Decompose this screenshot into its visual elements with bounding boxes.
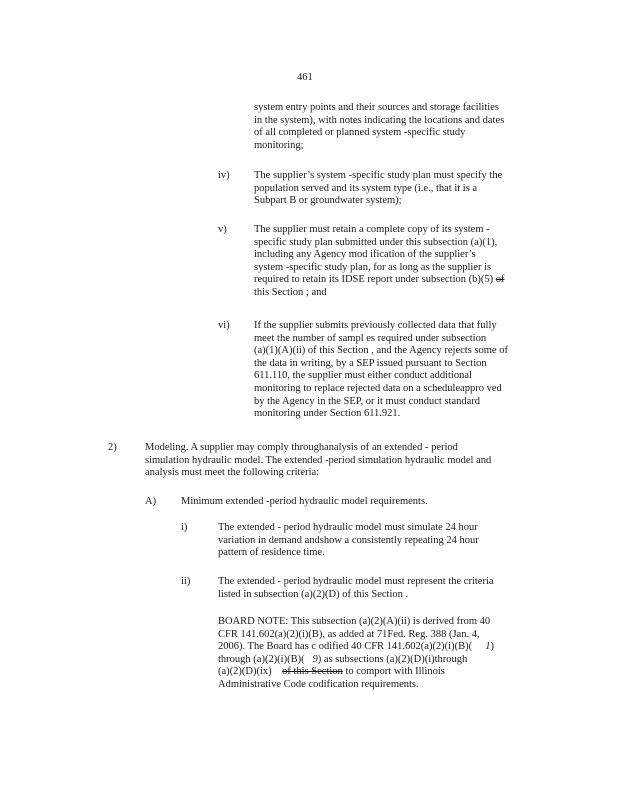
text-line: The supplier must retain a complete copy of its system - [254, 224, 490, 235]
text-line: 611.110, the supplier must either conduct additional [254, 370, 472, 382]
text-fragment: ) as subsections (a)(2)(D)(i)through [317, 653, 468, 665]
item-marker-ii: ii) [181, 576, 191, 587]
text-line [218, 654, 542, 667]
item-ii-paragraph [218, 576, 542, 601]
item-marker-2: 2) [108, 442, 117, 453]
continuation-paragraph [254, 102, 542, 152]
item-iv-paragraph [254, 170, 542, 208]
text-fragment: through (a)(2)(i)(B)( [218, 653, 305, 665]
item-marker-i: i) [181, 522, 188, 533]
text-line: Administrative Code codification requirements. [218, 678, 419, 690]
text-fragment: to comport with Illinois [345, 666, 445, 678]
text-fragment: (a)(2)(D)(ix) [218, 666, 272, 678]
text-line: monitoring under Section 611.921. [254, 408, 401, 420]
item-2-paragraph [145, 442, 543, 480]
page-number: 461 [297, 72, 313, 83]
text-line: of all completed or planned system -specific study [254, 127, 466, 139]
text-line [254, 274, 542, 287]
text-line: in the system), with notes indicating the locations and dates [254, 114, 505, 126]
text-line: including any Agency mod ification of the supplier’s [254, 249, 476, 261]
item-marker-vi: vi) [218, 320, 230, 331]
text-line: simulation hydraulic model. The extended -period simulation hydraulic model and [145, 454, 492, 466]
text-line: (a)(1)(A)(ii) of this Section , and the Agency rejects some of [254, 345, 508, 357]
text-line: meet the number of sampl es required under subsection [254, 332, 487, 344]
text-line: system -specific study plan, for as long as the supplier is [254, 261, 492, 273]
item-marker-v: v) [218, 224, 227, 235]
board-note [218, 616, 542, 692]
text-line: variation in demand andshow a consistently repeating 24 hour [218, 534, 479, 546]
text-line: specific study plan submitted under this subsection (a)(1), [254, 236, 498, 248]
item-marker-A: A) [145, 496, 157, 507]
text-line: the data in writing, by a SEP issued pursuant to Section [254, 357, 487, 369]
text-line: this Section ; and [254, 286, 327, 298]
italic-text: 9 [312, 653, 318, 665]
italic-text: 1 [485, 641, 491, 653]
struck-text: of [495, 274, 505, 286]
text-line: If the supplier submits previously collected data that fully [254, 320, 497, 331]
text-line: The extended - period hydraulic model must represent the criteria [218, 576, 494, 587]
text-line [218, 641, 542, 654]
text-line: system entry points and their sources and storage facilities [254, 102, 499, 113]
text-line [218, 666, 542, 679]
text-line: The extended - period hydraulic model must simulate 24 hour [218, 522, 478, 533]
text-line: The supplier’s system -specific study plan must specify the [254, 170, 503, 181]
text-line: monitoring to replace rejected data on a scheduleappro ved [254, 382, 502, 394]
text-line: pattern of residence time. [218, 547, 325, 559]
text-line: analysis must meet the following criteria: [145, 467, 320, 479]
item-vi-paragraph [254, 320, 542, 421]
text-line: CFR 141.602(a)(2)(i)(B), as added at 71Fed. Reg. 388 (Jan. 4, [218, 628, 480, 640]
item-i-paragraph [218, 522, 542, 560]
text-line: Modeling. A supplier may comply throughanalysis of an extended - period [145, 442, 458, 453]
text-line: population served and its system type (i.e., that it is a [254, 182, 478, 194]
struck-text: of this Section [282, 666, 343, 678]
text-fragment: 2006). The Board has c odified 40 CFR 141.602(a)(2)(i)(B)( [218, 641, 473, 653]
text-line: by the Agency in the SEP, or it must conduct standard [254, 395, 481, 407]
text-fragment: required to retain its IDSE report under subsection (b)(5) [254, 274, 494, 286]
text-line: BOARD NOTE: This subsection (a)(2)(A)(ii) is derived from 40 [218, 616, 491, 627]
item-v-paragraph [254, 224, 542, 300]
text-line: listed in subsection (a)(2)(D) of this Section . [218, 588, 409, 600]
item-A-heading: Minimum extended -period hydraulic model requirements. [181, 496, 428, 507]
item-marker-iv: iv) [218, 170, 230, 181]
text-line: Subpart B or groundwater system); [254, 195, 402, 207]
text-fragment: ) [490, 641, 494, 653]
text-line: monitoring; [254, 139, 304, 151]
